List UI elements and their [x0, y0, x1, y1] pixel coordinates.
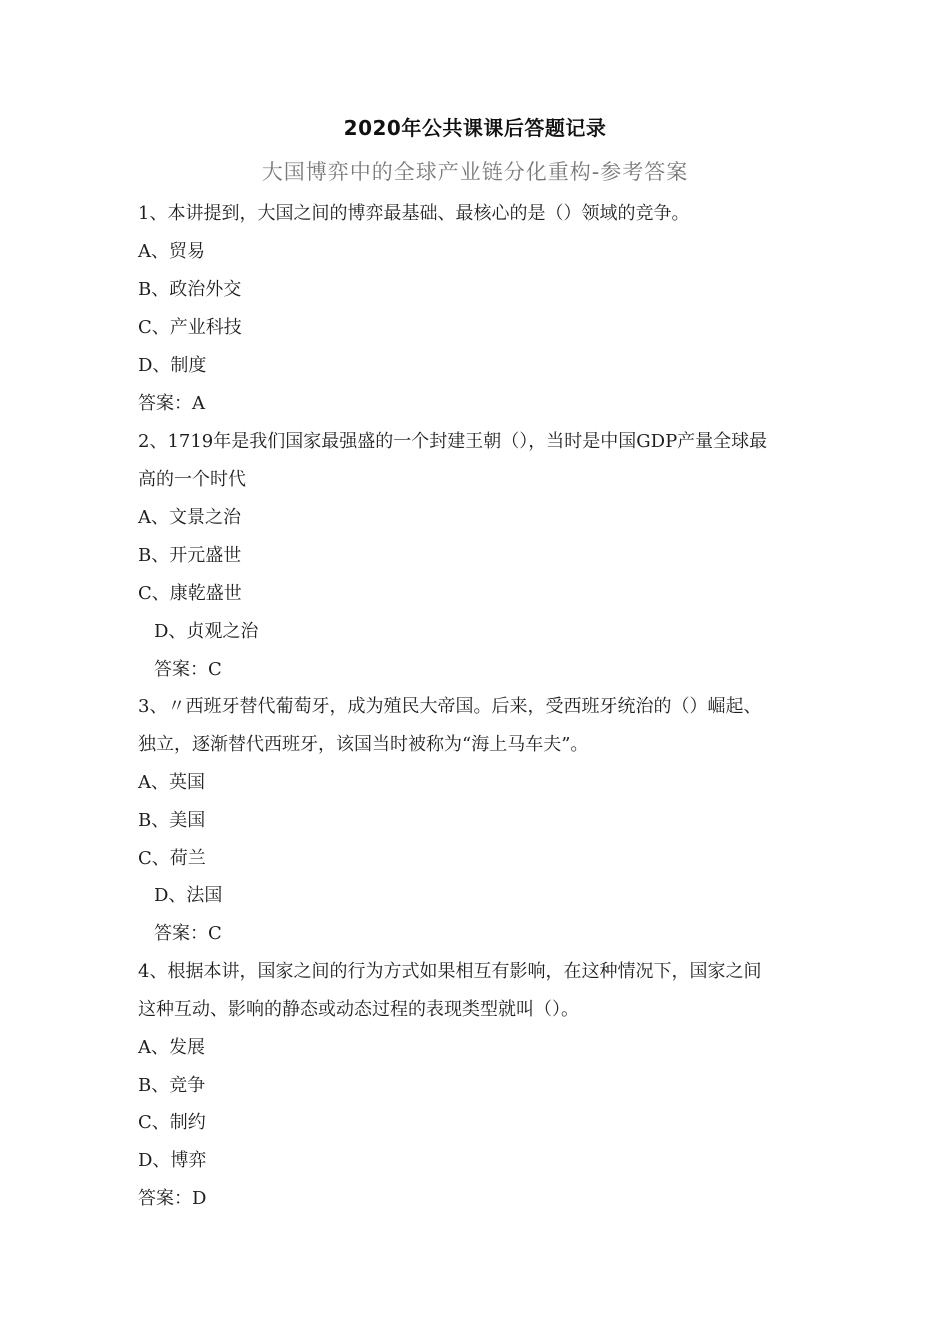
- question-2-option-d: D、贞观之治: [154, 621, 259, 642]
- question-3-text-line-1: 3、〃西班牙替代葡萄牙，成为殖民大帝国。后来，受西班牙统治的（）崛起、: [138, 696, 762, 717]
- question-4-option-c: C、制约: [138, 1112, 206, 1133]
- question-3-answer: 答案：C: [154, 923, 222, 944]
- question-2-option-c: C、康乾盛世: [138, 583, 242, 604]
- question-1-option-a: A、贸易: [138, 241, 205, 262]
- question-3-text-line-2: 独立，逐渐替代西班牙，该国当时被称为“海上马车夫”。: [138, 734, 589, 755]
- question-3-option-d: D、法国: [154, 885, 223, 906]
- question-1-option-b: B、政治外交: [138, 279, 242, 300]
- question-3-option-b: B、美国: [138, 810, 206, 831]
- question-3-option-a: A、英国: [138, 772, 205, 793]
- question-2-option-a: A、文景之治: [138, 507, 241, 528]
- question-3-option-c: C、荷兰: [138, 848, 206, 869]
- question-4-answer: 答案：D: [138, 1188, 207, 1209]
- question-1-option-c: C、产业科技: [138, 317, 242, 338]
- question-4-option-b: B、竞争: [138, 1075, 206, 1096]
- question-4-text-line-1: 4、根据本讲，国家之间的行为方式如果相互有影响，在这种情况下，国家之间: [138, 961, 762, 982]
- question-2-option-b: B、开元盛世: [138, 545, 242, 566]
- question-2-answer: 答案：C: [154, 659, 222, 680]
- question-4-option-d: D、博弈: [138, 1150, 207, 1171]
- question-2-text-line-2: 高的一个时代: [138, 469, 246, 490]
- question-4-option-a: A、发展: [138, 1037, 205, 1058]
- question-2-text-line-1: 2、1719年是我们国家最强盛的一个封建王朝（），当时是中国GDP产量全球最: [138, 431, 768, 452]
- question-1-text: 1、本讲提到，大国之间的博弈最基础、最核心的是（）领域的竞争。: [138, 203, 690, 224]
- document-title: 2020年公共课课后答题记录: [343, 116, 607, 140]
- question-1-answer: 答案：A: [138, 393, 205, 414]
- document-subtitle: 大国博弈中的全球产业链分化重构-参考答案: [261, 160, 689, 184]
- question-4-text-line-2: 这种互动、影响的静态或动态过程的表现类型就叫（）。: [138, 999, 579, 1020]
- question-1-option-d: D、制度: [138, 355, 207, 376]
